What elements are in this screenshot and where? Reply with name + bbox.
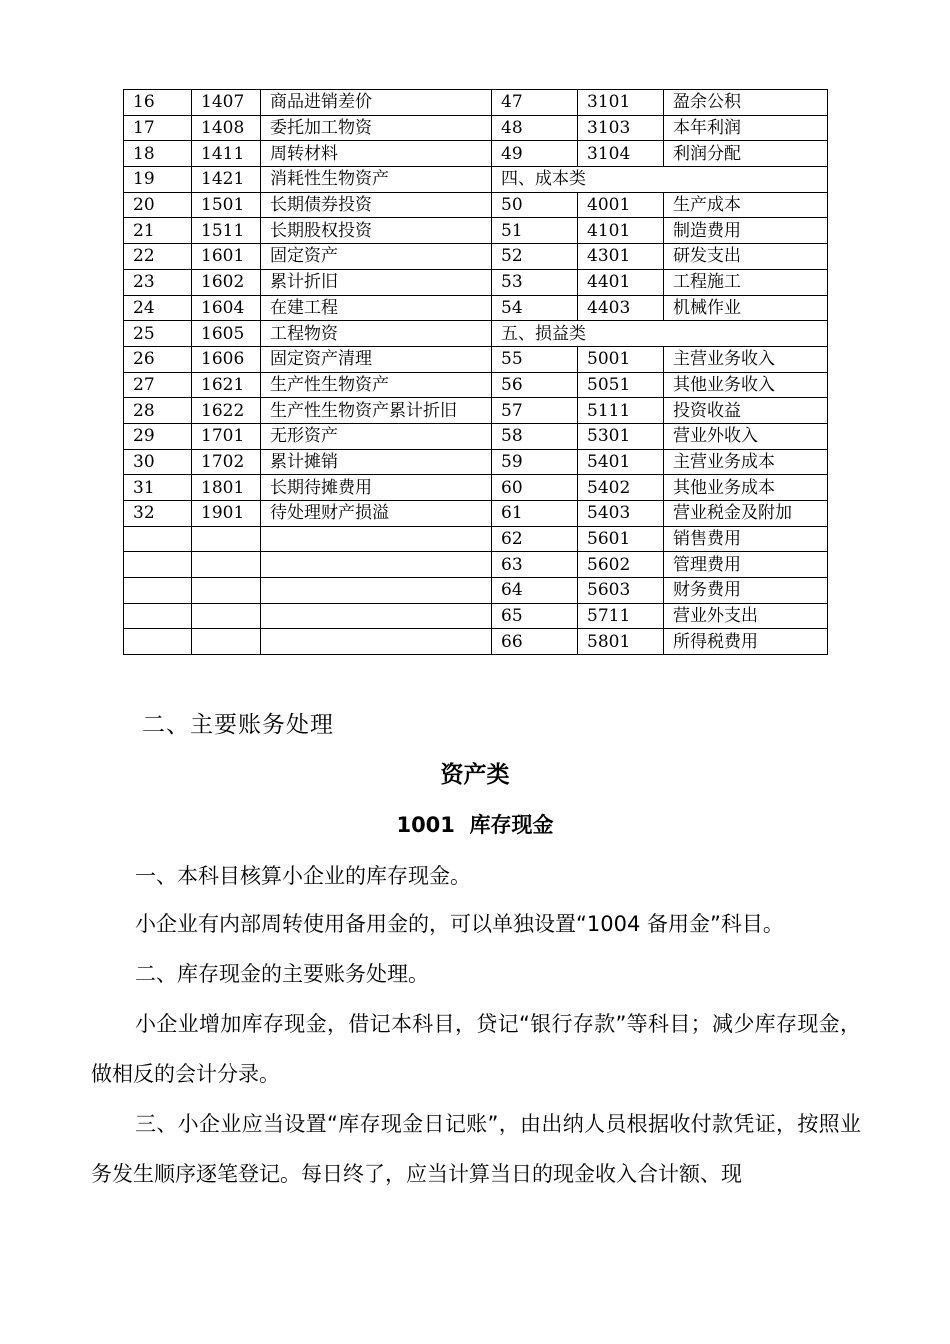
right-code-cell: 4001 xyxy=(578,192,664,218)
left-name-cell: 长期股权投资 xyxy=(261,218,492,244)
left-name-cell: 待处理财产损溢 xyxy=(261,501,492,527)
left-seq-cell: 27 xyxy=(124,372,192,398)
left-seq-cell: 32 xyxy=(124,501,192,527)
right-code-cell: 5601 xyxy=(578,526,664,552)
table-row xyxy=(124,578,828,604)
right-name-cell: 所得税费用 xyxy=(664,629,828,655)
left-name-cell: 生产性生物资产累计折旧 xyxy=(261,398,492,424)
left-code-cell: 1511 xyxy=(192,218,261,244)
right-code-cell: 5402 xyxy=(578,475,664,501)
right-name-cell: 管理费用 xyxy=(664,552,828,578)
left-seq-cell: 21 xyxy=(124,218,192,244)
right-code-cell: 5401 xyxy=(578,449,664,475)
left-seq-cell xyxy=(124,578,192,604)
table-row xyxy=(124,295,828,321)
table-row xyxy=(124,501,828,527)
table-row xyxy=(124,552,828,578)
right-code-cell: 5603 xyxy=(578,578,664,604)
right-name-cell: 投资收益 xyxy=(664,398,828,424)
left-code-cell: 1604 xyxy=(192,295,261,321)
left-code-cell xyxy=(192,552,261,578)
right-name-cell: 制造费用 xyxy=(664,218,828,244)
left-seq-cell: 30 xyxy=(124,449,192,475)
left-seq-cell: 17 xyxy=(124,115,192,141)
right-name-cell: 主营业务成本 xyxy=(664,449,828,475)
table-row xyxy=(124,90,828,116)
left-name-cell: 消耗性生物资产 xyxy=(261,167,492,193)
left-name-cell: 累计折旧 xyxy=(261,269,492,295)
left-code-cell xyxy=(192,578,261,604)
right-seq-cell: 55 xyxy=(492,346,578,372)
left-code-cell: 1621 xyxy=(192,372,261,398)
right-seq-cell: 48 xyxy=(492,115,578,141)
right-name-cell: 其他业务收入 xyxy=(664,372,828,398)
left-seq-cell: 25 xyxy=(124,321,192,347)
table-row xyxy=(124,115,828,141)
left-code-cell: 1407 xyxy=(192,90,261,116)
right-seq-cell: 47 xyxy=(492,90,578,116)
paragraph: 二、库存现金的主要账务处理。 xyxy=(135,962,429,986)
right-seq-cell: 50 xyxy=(492,192,578,218)
right-code-cell: 5301 xyxy=(578,423,664,449)
left-code-cell: 1411 xyxy=(192,141,261,167)
right-code-cell: 5801 xyxy=(578,629,664,655)
right-seq-cell: 64 xyxy=(492,578,578,604)
right-seq-cell: 66 xyxy=(492,629,578,655)
left-seq-cell: 28 xyxy=(124,398,192,424)
table-row xyxy=(124,346,828,372)
right-name-cell: 销售费用 xyxy=(664,526,828,552)
left-seq-cell: 18 xyxy=(124,141,192,167)
accounts-table-body xyxy=(124,90,828,655)
paragraph: 三、小企业应当设置“库存现金日记账”，由出纳人员根据收付款凭证，按照业务发生顺序逐笔登记。每日终了，应当计算当日的现金收入合计额、现 xyxy=(91,1112,861,1186)
right-code-cell: 4401 xyxy=(578,269,664,295)
table-row xyxy=(124,192,828,218)
left-code-cell: 1601 xyxy=(192,244,261,270)
table-row xyxy=(124,141,828,167)
right-name-cell: 利润分配 xyxy=(664,141,828,167)
right-name-cell: 主营业务收入 xyxy=(664,346,828,372)
left-name-cell: 工程物资 xyxy=(261,321,492,347)
right-name-cell: 营业税金及附加 xyxy=(664,501,828,527)
left-seq-cell: 24 xyxy=(124,295,192,321)
left-name-cell xyxy=(261,552,492,578)
left-name-cell: 在建工程 xyxy=(261,295,492,321)
left-code-cell: 1702 xyxy=(192,449,261,475)
right-name-cell: 营业外收入 xyxy=(664,423,828,449)
left-seq-cell xyxy=(124,603,192,629)
category-title: 资产类 xyxy=(440,762,510,788)
category-header-cell: 四、成本类 xyxy=(492,167,828,193)
right-name-cell: 本年利润 xyxy=(664,115,828,141)
left-name-cell: 委托加工物资 xyxy=(261,115,492,141)
right-name-cell: 盈余公积 xyxy=(664,90,828,116)
left-name-cell: 累计摊销 xyxy=(261,449,492,475)
left-name-cell: 无形资产 xyxy=(261,423,492,449)
paragraph: 小企业有内部周转使用备用金的，可以单独设置“1004 备用金”科目。 xyxy=(135,912,784,936)
left-code-cell xyxy=(192,629,261,655)
left-name-cell: 长期待摊费用 xyxy=(261,475,492,501)
table-row xyxy=(124,398,828,424)
left-name-cell: 长期债券投资 xyxy=(261,192,492,218)
right-seq-cell: 62 xyxy=(492,526,578,552)
left-seq-cell xyxy=(124,629,192,655)
right-seq-cell: 63 xyxy=(492,552,578,578)
right-code-cell: 4101 xyxy=(578,218,664,244)
left-seq-cell: 19 xyxy=(124,167,192,193)
paragraph: 小企业增加库存现金，借记本科目，贷记“银行存款”等科目；减少库存现金，做相反的会计分录。 xyxy=(91,1012,861,1086)
right-code-cell: 5001 xyxy=(578,346,664,372)
left-code-cell: 1408 xyxy=(192,115,261,141)
right-seq-cell: 59 xyxy=(492,449,578,475)
right-seq-cell: 60 xyxy=(492,475,578,501)
right-seq-cell: 53 xyxy=(492,269,578,295)
left-code-cell: 1622 xyxy=(192,398,261,424)
right-code-cell: 5051 xyxy=(578,372,664,398)
left-code-cell: 1701 xyxy=(192,423,261,449)
left-name-cell xyxy=(261,578,492,604)
right-code-cell: 3101 xyxy=(578,90,664,116)
left-seq-cell: 23 xyxy=(124,269,192,295)
right-seq-cell: 51 xyxy=(492,218,578,244)
left-name-cell: 生产性生物资产 xyxy=(261,372,492,398)
left-seq-cell xyxy=(124,526,192,552)
left-name-cell xyxy=(261,603,492,629)
right-name-cell: 生产成本 xyxy=(664,192,828,218)
table-row xyxy=(124,269,828,295)
left-name-cell: 固定资产清理 xyxy=(261,346,492,372)
left-code-cell xyxy=(192,526,261,552)
account-title: 1001 库存现金 xyxy=(396,813,554,837)
left-code-cell: 1602 xyxy=(192,269,261,295)
left-code-cell xyxy=(192,603,261,629)
table-row xyxy=(124,372,828,398)
left-seq-cell: 22 xyxy=(124,244,192,270)
right-code-cell: 5711 xyxy=(578,603,664,629)
table-row xyxy=(124,321,828,347)
left-code-cell: 1801 xyxy=(192,475,261,501)
accounts-table xyxy=(123,89,828,655)
table-row xyxy=(124,167,828,193)
right-code-cell: 5111 xyxy=(578,398,664,424)
right-seq-cell: 54 xyxy=(492,295,578,321)
section-heading: 二、主要账务处理 xyxy=(142,712,334,738)
right-seq-cell: 57 xyxy=(492,398,578,424)
left-seq-cell: 20 xyxy=(124,192,192,218)
right-code-cell: 3104 xyxy=(578,141,664,167)
left-name-cell xyxy=(261,526,492,552)
category-header-cell: 五、损益类 xyxy=(492,321,828,347)
left-seq-cell: 31 xyxy=(124,475,192,501)
right-seq-cell: 61 xyxy=(492,501,578,527)
right-code-cell: 4403 xyxy=(578,295,664,321)
right-name-cell: 其他业务成本 xyxy=(664,475,828,501)
right-seq-cell: 56 xyxy=(492,372,578,398)
left-seq-cell xyxy=(124,552,192,578)
left-seq-cell: 29 xyxy=(124,423,192,449)
table-row xyxy=(124,475,828,501)
left-name-cell xyxy=(261,629,492,655)
left-name-cell: 固定资产 xyxy=(261,244,492,270)
left-name-cell: 周转材料 xyxy=(261,141,492,167)
right-code-cell: 5403 xyxy=(578,501,664,527)
left-seq-cell: 26 xyxy=(124,346,192,372)
table-row xyxy=(124,603,828,629)
right-seq-cell: 49 xyxy=(492,141,578,167)
table-row xyxy=(124,629,828,655)
left-name-cell: 商品进销差价 xyxy=(261,90,492,116)
table-row xyxy=(124,423,828,449)
table-row xyxy=(124,218,828,244)
left-code-cell: 1605 xyxy=(192,321,261,347)
right-code-cell: 3103 xyxy=(578,115,664,141)
right-seq-cell: 65 xyxy=(492,603,578,629)
table-row xyxy=(124,244,828,270)
table-row xyxy=(124,526,828,552)
right-code-cell: 5602 xyxy=(578,552,664,578)
left-code-cell: 1421 xyxy=(192,167,261,193)
right-name-cell: 工程施工 xyxy=(664,269,828,295)
right-name-cell: 机械作业 xyxy=(664,295,828,321)
right-name-cell: 财务费用 xyxy=(664,578,828,604)
left-code-cell: 1901 xyxy=(192,501,261,527)
table-row xyxy=(124,449,828,475)
right-code-cell: 4301 xyxy=(578,244,664,270)
right-name-cell: 营业外支出 xyxy=(664,603,828,629)
paragraph: 一、本科目核算小企业的库存现金。 xyxy=(135,864,471,888)
right-seq-cell: 52 xyxy=(492,244,578,270)
right-name-cell: 研发支出 xyxy=(664,244,828,270)
left-code-cell: 1606 xyxy=(192,346,261,372)
right-seq-cell: 58 xyxy=(492,423,578,449)
left-seq-cell: 16 xyxy=(124,90,192,116)
left-code-cell: 1501 xyxy=(192,192,261,218)
